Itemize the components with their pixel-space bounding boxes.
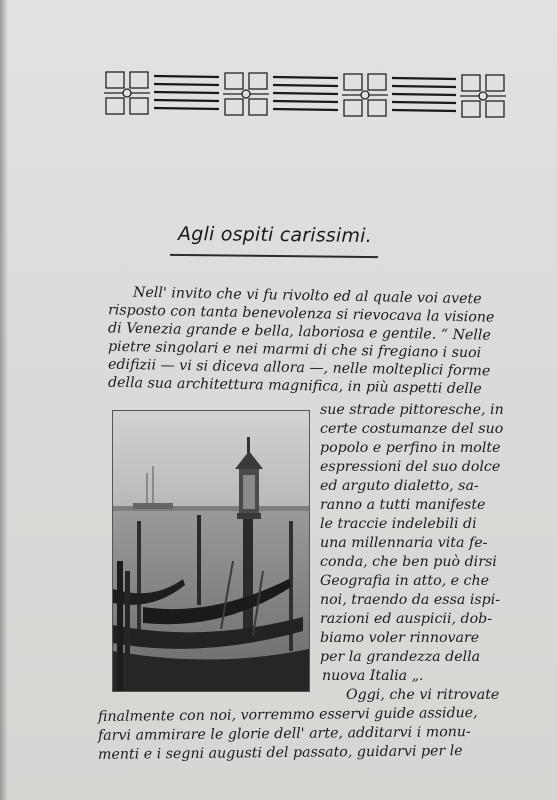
text-line: noi, traendo da essa ispi- xyxy=(320,592,501,608)
text-line: biamo voler rinnovare xyxy=(320,630,480,646)
text-line: della sua architettura magnifica, in più aspetti delle xyxy=(107,374,482,398)
text-line: per la grandezza della xyxy=(320,649,481,665)
text-line: espressioni del suo dolce xyxy=(320,459,501,475)
text-line: pietre singolari e nei marmi di che si fregiano i suoi xyxy=(107,338,482,362)
title-underline xyxy=(170,254,378,258)
text-line: menti e i segni augusti del passato, guidarvi per le xyxy=(97,743,463,763)
gondolas-lantern-image xyxy=(113,411,309,691)
text-line: certe costumanze del suo xyxy=(320,421,504,437)
text-line: farvi ammirare le glorie dell' arte, additarvi i monu- xyxy=(97,724,471,744)
text-line: conda, che ben può dirsi xyxy=(320,554,497,570)
text-line: una millennaria vita fe- xyxy=(320,535,488,551)
text-line: finalmente con noi, vorremmo esservi guide assidue, xyxy=(97,705,478,725)
text-line: razioni ed auspicii, dob- xyxy=(320,611,493,627)
decorative-header-ornament xyxy=(104,70,508,126)
text-line: di Venezia grande e bella, laboriosa e gentile. “ Nelle xyxy=(107,320,491,344)
text-line: Nell' invito che vi fu rivolto ed al quale voi avete xyxy=(132,284,482,308)
text-line: Oggi, che vi ritrovate xyxy=(346,687,500,703)
text-line: le traccie indelebili di xyxy=(320,516,477,532)
text-line: risposto con tanta benevolenza si rievocava la visione xyxy=(107,302,495,326)
page-binding-shadow xyxy=(0,0,8,800)
text-line: popolo e perfino in molte xyxy=(320,440,501,456)
page-title: Agli ospiti carissimi. xyxy=(177,222,373,248)
text-line: edifizii — vi si diceva allora —, nelle molteplici forme xyxy=(107,356,491,380)
text-line: ranno a tutti manifeste xyxy=(320,497,486,513)
text-line: nuova Italia „. xyxy=(322,668,424,684)
text-line: sue strade pittoresche, in xyxy=(320,402,504,418)
text-line: Geografia in atto, e che xyxy=(320,573,490,589)
venice-lagoon-photo xyxy=(112,410,310,692)
text-line: ed arguto dialetto, sa- xyxy=(320,478,479,494)
